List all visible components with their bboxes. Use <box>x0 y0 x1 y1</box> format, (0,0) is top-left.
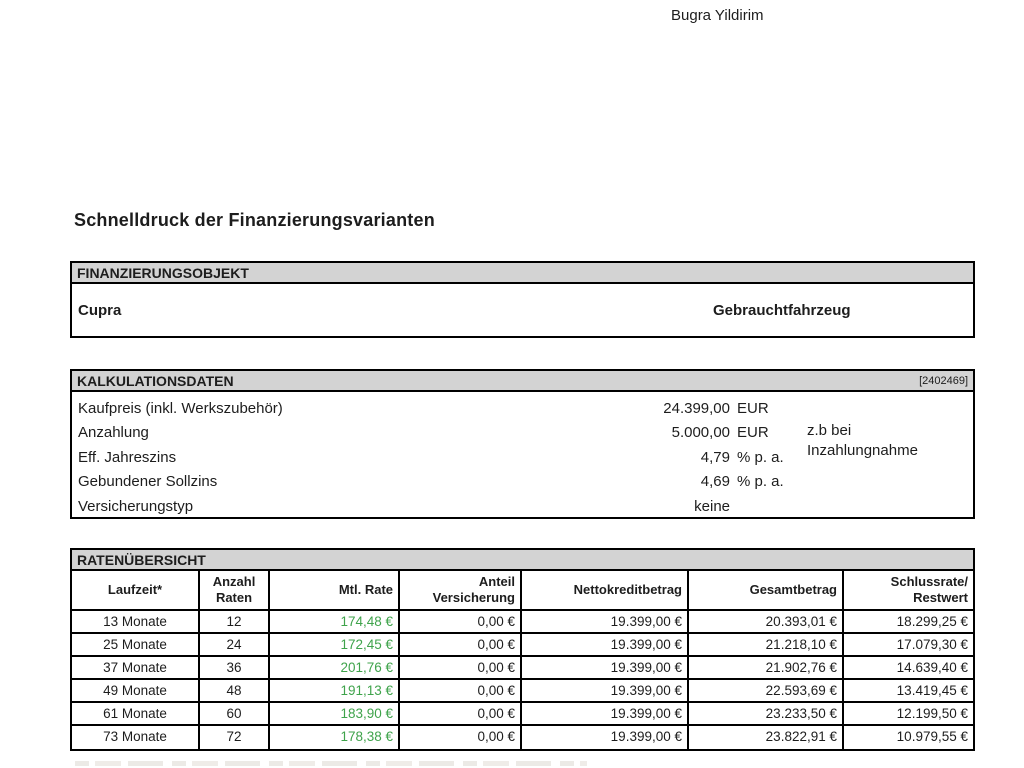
cell-gesamtbetrag: 23.233,50 € <box>687 703 842 724</box>
kalkulationsdaten-body <box>70 392 975 519</box>
cell-schlussrate: 13.419,45 € <box>842 680 973 701</box>
row-label: Versicherungstyp <box>78 497 194 515</box>
cell-mtl-rate: 174,48 € <box>268 611 398 632</box>
row-value: 4,79 <box>700 448 730 466</box>
col-header-anteil-versicherung <box>398 571 520 609</box>
cell-anzahl-raten: 48 <box>198 680 268 701</box>
table-row <box>72 611 973 634</box>
table-row <box>72 680 973 703</box>
annotation-line1: z.b bei <box>807 422 852 439</box>
table-row <box>72 657 973 680</box>
clipped-footnote-line <box>75 761 587 766</box>
cell-schlussrate: 12.199,50 € <box>842 703 973 724</box>
annotation-line2: Inzahlungnahme <box>807 442 918 459</box>
table-row <box>72 703 973 726</box>
col-header-line: Restwert <box>913 590 968 605</box>
col-header-line: Gesamtbetrag <box>749 582 837 597</box>
cell-mtl-rate: 201,76 € <box>268 657 398 678</box>
cell-mtl-rate: 191,13 € <box>268 680 398 701</box>
col-header-laufzeit <box>72 571 198 609</box>
cell-anteil-versicherung: 0,00 € <box>398 611 520 632</box>
vehicle-name: Cupra <box>78 302 122 319</box>
cell-anteil-versicherung: 0,00 € <box>398 634 520 655</box>
cell-anzahl-raten: 24 <box>198 634 268 655</box>
cell-nettokreditbetrag: 19.399,00 € <box>520 703 687 724</box>
customer-name: Bugra Yildirim <box>671 7 764 24</box>
row-unit: EUR <box>737 424 769 442</box>
cell-nettokreditbetrag: 19.399,00 € <box>520 680 687 701</box>
row-value: 4,69 <box>700 473 730 491</box>
section-ratenuebersicht <box>70 548 975 751</box>
row-label: Anzahlung <box>78 424 149 442</box>
section-header-finanzierungsobjekt <box>70 261 975 284</box>
row-unit: % p. a. <box>737 448 784 466</box>
cell-schlussrate: 17.079,30 € <box>842 634 973 655</box>
cell-schlussrate: 10.979,55 € <box>842 726 973 749</box>
cell-laufzeit: 61 Monate <box>103 706 167 721</box>
col-header-mtl-rate <box>268 571 398 609</box>
row-value: 24.399,00 <box>663 400 730 417</box>
table-header-row <box>72 571 973 611</box>
cell-anzahl-raten: 36 <box>198 657 268 678</box>
cell-anzahl-raten: 12 <box>198 611 268 632</box>
cell-laufzeit: 73 Monate <box>103 729 167 744</box>
cell-schlussrate: 18.299,25 € <box>842 611 973 632</box>
cell-anzahl-raten: 60 <box>198 703 268 724</box>
cell-mtl-rate: 183,90 € <box>268 703 398 724</box>
cell-mtl-rate: 178,38 € <box>268 726 398 749</box>
cell-anteil-versicherung: 0,00 € <box>398 703 520 724</box>
rates-table <box>70 571 975 751</box>
col-header-line: Schlussrate/ <box>890 574 968 589</box>
section-heading: KALKULATIONSDATEN <box>77 372 234 389</box>
section-kalkulationsdaten <box>70 369 975 519</box>
cell-nettokreditbetrag: 19.399,00 € <box>520 726 687 749</box>
kalk-row-versicherungstyp <box>72 495 973 519</box>
finanzierungsobjekt-body <box>70 284 975 338</box>
col-header-line: Raten <box>215 590 253 605</box>
table-row <box>72 726 973 749</box>
row-value: keine <box>694 497 730 515</box>
section-header-kalkulationsdaten <box>70 369 975 392</box>
col-header-line: Mtl. Rate <box>338 582 393 597</box>
section-header-ratenuebersicht <box>70 548 975 571</box>
col-header-schlussrate <box>842 571 973 609</box>
handwritten-annotation <box>807 421 918 461</box>
col-header-gesamtbetrag <box>687 571 842 609</box>
row-label: Gebundener Sollzins <box>78 473 218 491</box>
col-header-anzahl-raten <box>198 571 268 609</box>
col-header-line: Versicherung <box>432 590 515 605</box>
cell-gesamtbetrag: 20.393,01 € <box>687 611 842 632</box>
row-unit: % p. a. <box>737 473 784 491</box>
cell-schlussrate: 14.639,40 € <box>842 657 973 678</box>
col-header-line: Laufzeit* <box>107 582 163 597</box>
col-header-nettokreditbetrag <box>520 571 687 609</box>
cell-laufzeit: 13 Monate <box>103 614 167 629</box>
col-header-line: Anteil <box>478 574 515 589</box>
kalk-row-kaufpreis <box>72 397 973 421</box>
kalk-row-sollzins <box>72 470 973 494</box>
cell-laufzeit: 49 Monate <box>103 683 167 698</box>
cell-gesamtbetrag: 22.593,69 € <box>687 680 842 701</box>
cell-gesamtbetrag: 23.822,91 € <box>687 726 842 749</box>
row-label: Eff. Jahreszins <box>78 448 177 466</box>
cell-anteil-versicherung: 0,00 € <box>398 657 520 678</box>
cell-nettokreditbetrag: 19.399,00 € <box>520 611 687 632</box>
cell-anzahl-raten: 72 <box>198 726 268 749</box>
row-value: 5.000,00 <box>671 424 730 442</box>
col-header-line: Anzahl <box>212 574 256 589</box>
reference-number: [2402469] <box>919 374 968 387</box>
section-heading: FINANZIERUNGSOBJEKT <box>77 264 249 281</box>
cell-nettokreditbetrag: 19.399,00 € <box>520 634 687 655</box>
cell-mtl-rate: 172,45 € <box>268 634 398 655</box>
cell-gesamtbetrag: 21.902,76 € <box>687 657 842 678</box>
table-row <box>72 634 973 657</box>
cell-nettokreditbetrag: 19.399,00 € <box>520 657 687 678</box>
row-label: Kaufpreis (inkl. Werkszubehör) <box>78 400 283 417</box>
cell-gesamtbetrag: 21.218,10 € <box>687 634 842 655</box>
vehicle-type: Gebrauchtfahrzeug <box>713 302 851 319</box>
section-heading: RATENÜBERSICHT <box>77 551 206 568</box>
cell-laufzeit: 37 Monate <box>103 660 167 675</box>
section-finanzierungsobjekt <box>70 261 975 338</box>
cell-laufzeit: 25 Monate <box>103 637 167 652</box>
cell-anteil-versicherung: 0,00 € <box>398 680 520 701</box>
col-header-line: Nettokreditbetrag <box>573 582 682 597</box>
cell-anteil-versicherung: 0,00 € <box>398 726 520 749</box>
page-title: Schnelldruck der Finanzierungsvarianten <box>74 210 435 230</box>
row-unit: EUR <box>737 400 769 417</box>
